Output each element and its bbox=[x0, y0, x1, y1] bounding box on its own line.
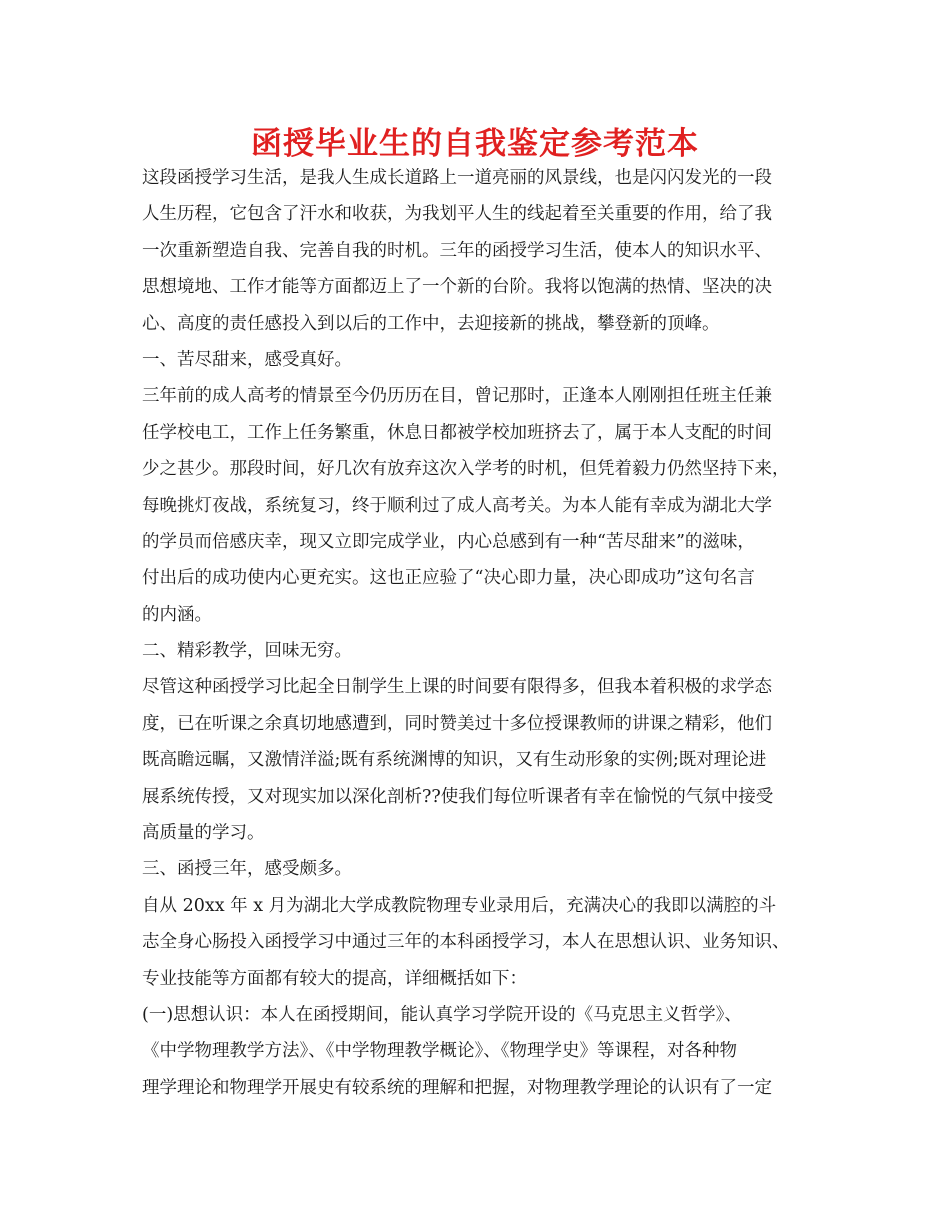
paragraph-line: 少之甚少。那段时间，好几次有放弃这次入学考的时机，但凭着毅力仍然坚持下来， bbox=[142, 459, 790, 480]
document-title: 函授毕业生的自我鉴定参考范本 bbox=[251, 126, 699, 162]
paragraph-line: 展系统传授，又对现实加以深化剖析??使我们每位听课者有幸在愉悦的气氛中接受 bbox=[142, 786, 774, 807]
paragraph-line: 的学员而倍感庆幸，现又立即完成学业，内心总感到有一种“苦尽甜来”的滋味， bbox=[142, 531, 755, 552]
paragraph-line: 专业技能等方面都有较大的提高，详细概括如下： bbox=[142, 968, 527, 989]
paragraph-line: 理学理论和物理学开展史有较系统的理解和把握，对物理教学理论的认识有了一定 bbox=[142, 1077, 772, 1098]
section-heading: 二、精彩教学，回味无穷。 bbox=[142, 641, 352, 662]
paragraph-line: 心、高度的责任感投入到以后的工作中，去迎接新的挑战，攀登新的顶峰。 bbox=[142, 313, 720, 334]
paragraph-line: 尽管这种函授学习比起全日制学生上课的时间要有限得多，但我本着积极的求学态 bbox=[142, 677, 772, 698]
section-heading: 三、函授三年，感受颇多。 bbox=[142, 859, 352, 880]
paragraph-line: 任学校电工，工作上任务繁重，休息日都被学校加班挤去了，属于本人支配的时间 bbox=[142, 422, 772, 443]
document-body bbox=[142, 160, 812, 1106]
paragraph-line: 度，已在听课之余真切地感遭到，同时赞美过十多位授课教师的讲课之精彩，他们 bbox=[142, 713, 772, 734]
paragraph-line: 一次重新塑造自我、完善自我的时机。三年的函授学习生活，使本人的知识水平、 bbox=[142, 240, 772, 261]
paragraph-line: 既高瞻远瞩，又激情洋溢;既有系统渊博的知识，又有生动形象的实例;既对理论进 bbox=[142, 750, 767, 771]
paragraph-line: 高质量的学习。 bbox=[142, 823, 265, 844]
paragraph-line: 的内涵。 bbox=[142, 604, 212, 625]
paragraph-line: 思想境地、工作才能等方面都迈上了一个新的台阶。我将以饱满的热情、坚决的决 bbox=[142, 277, 772, 298]
paragraph-line: 志全身心肠投入函授学习中通过三年的本科函授学习，本人在思想认识、业务知识、 bbox=[142, 932, 790, 953]
paragraph-line: 《中学物理教学方法》、《中学物理教学概论》、《物理学史》等课程，对各种物 bbox=[142, 1041, 737, 1062]
paragraph-line: 自从 20xx 年 x 月为湖北大学成教院物理专业录用后，充满决心的我即以满腔的斗 bbox=[142, 895, 777, 916]
paragraph-line: 付出后的成功使内心更充实。这也正应验了“决心即力量，决心即成功”这句名言 bbox=[142, 568, 755, 589]
paragraph-line: 每晚挑灯夜战，系统复习，终于顺利过了成人高考关。为本人能有幸成为湖北大学 bbox=[142, 495, 772, 516]
paragraph-line: (一)思想认识：本人在函授期间，能认真学习学院开设的《马克思主义哲学》、 bbox=[142, 1004, 742, 1025]
paragraph-line: 人生历程，它包含了汗水和收获，为我划平人生的线起着至关重要的作用，给了我 bbox=[142, 204, 772, 225]
paragraph-line: 三年前的成人高考的情景至今仍历历在目，曾记那时，正逢本人刚刚担任班主任兼 bbox=[142, 386, 772, 407]
paragraph-line: 这段函授学习生活，是我人生成长道路上一道亮丽的风景线，也是闪闪发光的一段 bbox=[142, 168, 772, 188]
section-heading: 一、苦尽甜来，感受真好。 bbox=[142, 349, 352, 370]
